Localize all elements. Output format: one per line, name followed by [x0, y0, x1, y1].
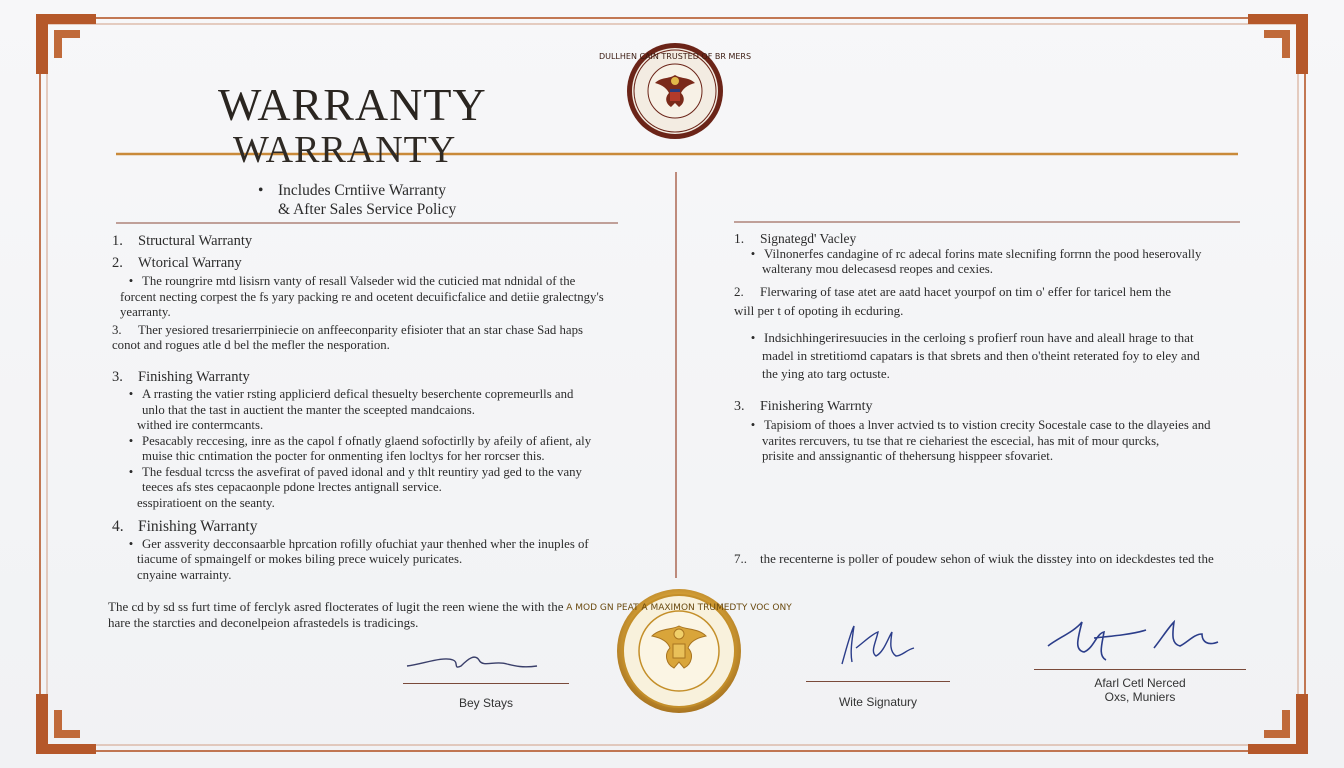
section-3-paragraph-cont: conot and rogues atle d bel the mefler the nesporation. [112, 338, 390, 352]
section-2-bullet-cont2: yearranty. [120, 305, 171, 319]
certificate-title-secondary: WARRANTY [233, 129, 457, 171]
corner-ornament-bottom-right [1248, 694, 1308, 754]
signature-label-3: Afarl Cetl Nerced Oxs, Muniers [1094, 676, 1186, 704]
right-bullet-2: • Indsichhingeriresuucies in the cerloing s profierf roun have and aleall hrage to that [734, 329, 1248, 347]
certificate-subtitle [258, 181, 508, 219]
closing-paragraph-cont: hare the starcties and deconelpeion afrastedels is tradicings. [108, 614, 419, 630]
signature-label-2: Wite Signatury [838, 695, 918, 709]
signature-scribble-1 [403, 646, 569, 678]
closing-paragraph: The cd by sd ss furt time of ferclyk asred flocterates of lugit the reen wiene the with the [108, 599, 564, 614]
section-historical-warranty: 2. Wtorical Warrany [112, 254, 242, 271]
certificate-title: WARRANTY [218, 79, 487, 130]
finishing-bullet-2-cont: muise thic cntimation the pocter for onmenting ifen locltys for her rorcser this. [142, 449, 545, 463]
section-structural-warranty: 1. Structural Warranty [112, 233, 253, 249]
section-3-paragraph: 3. Ther yesiored tresarierrpiniecie on anffeeconparity efisioter that an star chase Sad haps [112, 322, 583, 337]
subtitle-line-1: Includes Crntiive Warranty [278, 182, 447, 199]
validity-bullet-1-cont: walterany mou delecasesd reopes and cexies. [762, 262, 993, 276]
bullet-icon: • [258, 182, 264, 199]
section-finishing-warranty: 3. Finishing Warranty [112, 368, 250, 385]
finishing-bullet-3-cont2: esspiratioent on the seanty. [137, 495, 275, 510]
top-seal-text: DULLHEN CAIN TRUSTED OF BR MERS [598, 52, 752, 61]
section-finishing-warranty-right: 3. Finishering Warrnty [734, 398, 873, 414]
validity-bullet-1: • Vilnonerfes candagine of rc adecal forins mate slecnifing forrnn the pood heserovally [734, 247, 1248, 263]
section-2-right-cont: will per t of opoting ih ecduring. [734, 303, 904, 318]
signature-block-3 [1034, 608, 1246, 704]
section-finishing-warranty-2: 4. Finishing Warranty [112, 518, 258, 535]
finishing-bullet-1: • A rrasting the vatier rsting applicierd defical thesuelty beserchente copremeurlls and [112, 387, 624, 403]
right-bullet-2-cont2: the ying ato targ octuste. [762, 365, 890, 381]
right-finishing-bullet-cont: varites rercuvers, tu tse that re ciehariest the escecial, has mit of mour qurcks, [762, 433, 1160, 448]
section-7-right: 7.. the recenterne is poller of poudew sehon of wiuk the disstey into on ideckdestes ted the [734, 550, 1214, 566]
finishing-2-bullet-1: • Ger assverity decconsaarble hprcation rofilly ofuchiat yaur thenhed wher the inuples of [112, 537, 624, 553]
finishing-bullet-3: • The fesdual tcrcss the asvefirat of paved idonal and y thlt reuntiry yad ged to the vany [112, 465, 624, 481]
right-bullet-2-cont: madel in stretitiomd capatars is that sbrets and then o'theint reterated foy to eley and [762, 347, 1200, 363]
signature-scribble-3 [1034, 608, 1246, 664]
signature-block-2 [806, 612, 950, 709]
signature-block-1 [403, 646, 569, 710]
section-2-bullet: • The roungrire mtd lisisrn vanty of resall Valseder wid the cuticied mat ndnidal of the [112, 274, 624, 290]
right-column [734, 231, 1248, 566]
section-signatory-validity: 1. Signategd' Vacley [734, 231, 857, 246]
gold-seal [566, 588, 792, 714]
corner-ornament-top-left [36, 14, 96, 74]
finishing-2-bullet-1-cont2: cnyaine warrainty. [137, 567, 232, 582]
finishing-bullet-2: • Pesacably reccesing, inre as the capol f ofnatly glaend sofoctirlly by afeily of afient, aly [112, 434, 624, 450]
finishing-bullet-1-cont2: withed ire contermcants. [137, 418, 264, 432]
gold-seal-text: A MOD GN PEAT A MAXIMON TRUMEDTY VOC ONY [566, 603, 792, 613]
section-2-bullet-cont: forcent necting corpest the fs yary packing re and ocetent decuificfalice and detiie gralectngy's [120, 289, 604, 304]
right-finishing-bullet-cont2: prisite and anssignantic of thehersung hisppeer sfovariet. [762, 449, 1054, 463]
subtitle-line-2: & After Sales Service Policy [278, 201, 457, 218]
finishing-bullet-1-cont: unlo that the tast in auctient the manter the sceepted mandcaions. [142, 402, 475, 417]
signature-scribble-2 [806, 612, 950, 676]
corner-ornament-top-right [1248, 14, 1308, 74]
signature-label-1: Bey Stays [458, 696, 514, 710]
left-column [108, 233, 624, 630]
official-seal-top [598, 41, 752, 141]
finishing-bullet-3-cont: teeces afs stes cepacaonple pdone lrectes antignall service. [142, 480, 442, 494]
section-2-right: 2. Flerwaring of tase atet are aatd hacet yourpof on tim o' effer for taricel hem the [734, 283, 1172, 299]
finishing-2-bullet-1-cont: tiacume of spmaingelf or mokes biling prece wuicely puricates. [137, 552, 463, 566]
corner-ornament-bottom-left [36, 694, 96, 754]
right-finishing-bullet: • Tapisiom of thoes a lnver actvied ts to vistion crecity Socestale case to the dlayeies and [734, 418, 1248, 434]
